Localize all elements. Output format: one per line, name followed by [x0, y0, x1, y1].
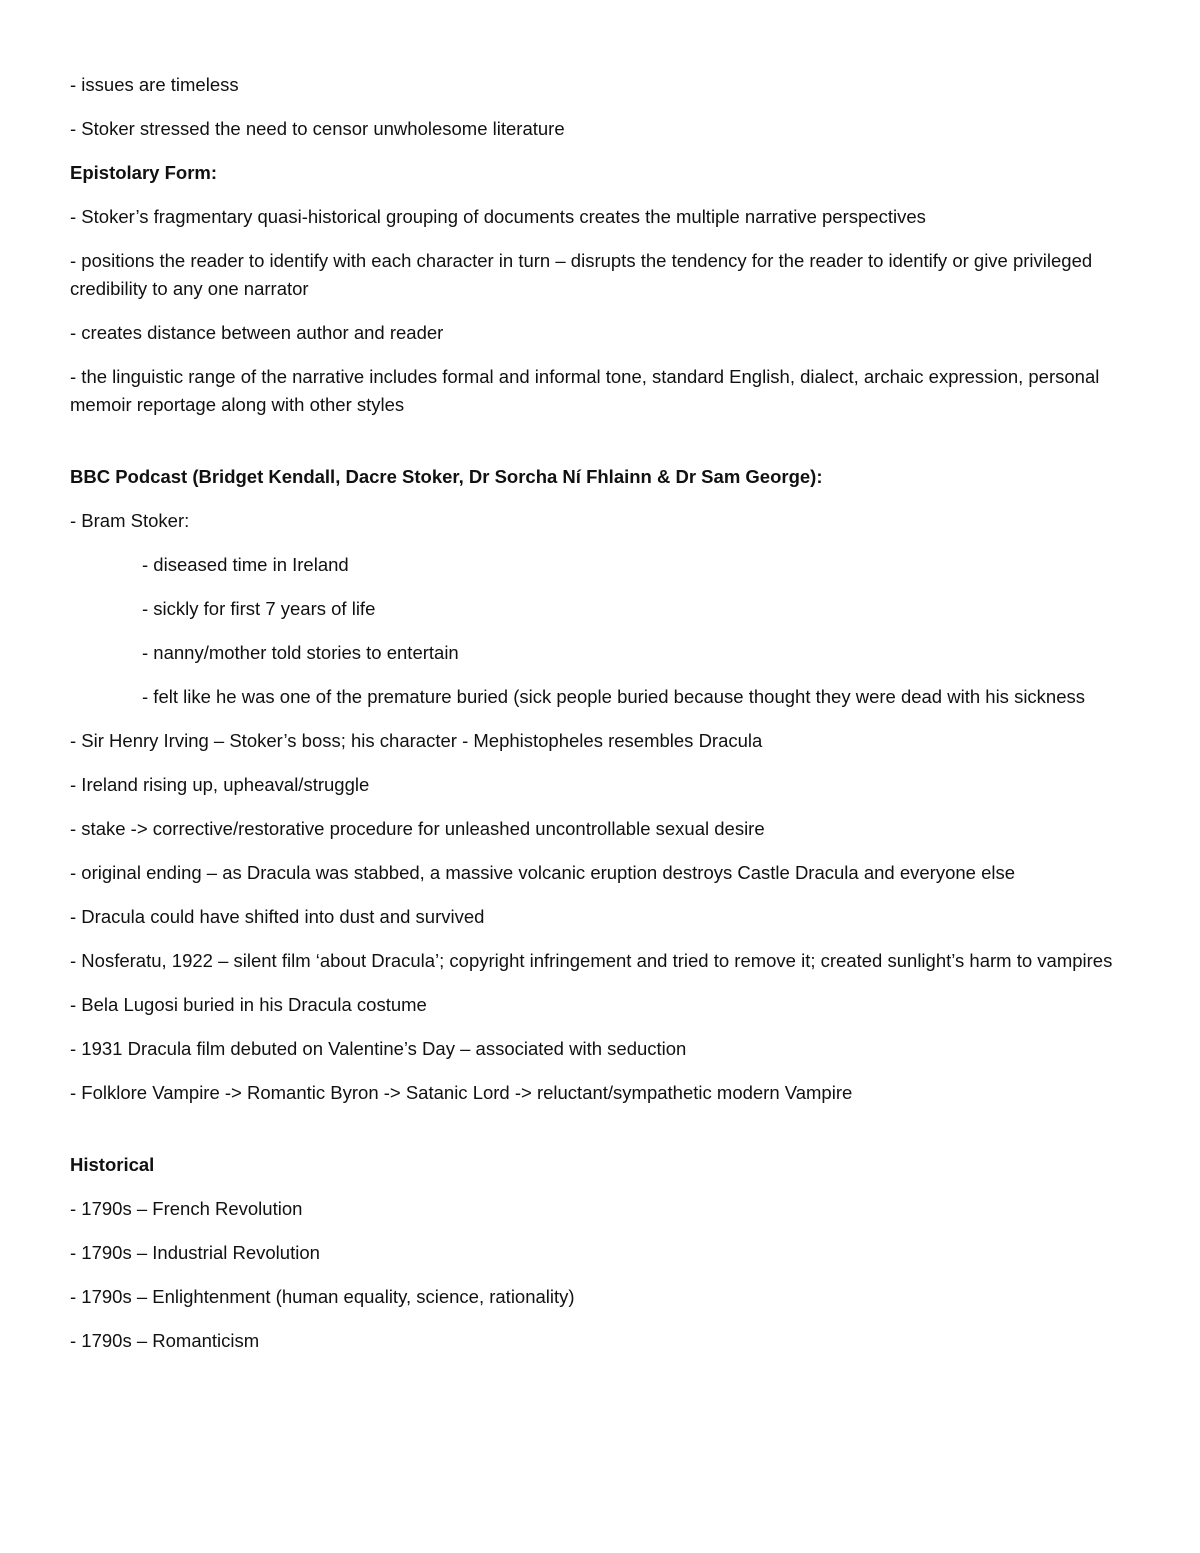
note-line: - positions the reader to identify with each character in turn – disrupts the tendency for the reader to identify or give privileged credibility to any one narrator — [70, 250, 1093, 299]
sub-note-line: - sickly for first 7 years of life — [142, 598, 376, 619]
note-line: - Nosferatu, 1922 – silent film ‘about Dracula’; copyright infringement and tried to remove it; created sunlight’s harm to vampires — [70, 950, 1113, 971]
sub-note-line: - diseased time in Ireland — [142, 554, 349, 575]
note-line: - stake -> corrective/restorative procedure for unleashed uncontrollable sexual desire — [70, 818, 765, 839]
note-line: - Bram Stoker: — [70, 510, 190, 531]
note-line: - the linguistic range of the narrative includes formal and informal tone, standard English, dialect, archaic expression, personal memoir reportage along with other styles — [70, 366, 1100, 415]
note-line: - Dracula could have shifted into dust and survived — [70, 906, 485, 927]
note-line: - original ending – as Dracula was stabbed, a massive volcanic eruption destroys Castle Dracula and everyone else — [70, 862, 1016, 883]
sub-note-line: - felt like he was one of the premature buried (sick people buried because thought they were dead with his sickness — [142, 686, 1086, 707]
sub-note-line: - nanny/mother told stories to entertain — [142, 642, 459, 663]
section-heading-podcast: BBC Podcast (Bridget Kendall, Dacre Stoker, Dr Sorcha Ní Fhlainn & Dr Sam George): — [70, 466, 823, 487]
section-heading-historical: Historical — [70, 1154, 155, 1175]
section-heading-epistolary: Epistolary Form: — [70, 162, 217, 183]
note-line: - 1790s – Enlightenment (human equality, science, rationality) — [70, 1286, 575, 1307]
note-line: - Stoker’s fragmentary quasi-historical grouping of documents creates the multiple narrative perspectives — [70, 206, 926, 227]
note-line: - issues are timeless — [70, 74, 239, 95]
note-line: - 1790s – French Revolution — [70, 1198, 303, 1219]
note-line: - 1790s – Industrial Revolution — [70, 1242, 320, 1263]
note-line: - 1931 Dracula film debuted on Valentine’s Day – associated with seduction — [70, 1038, 687, 1059]
note-line: - Bela Lugosi buried in his Dracula costume — [70, 994, 427, 1015]
note-line: - Stoker stressed the need to censor unwholesome literature — [70, 118, 565, 139]
note-line: - Sir Henry Irving – Stoker’s boss; his character - Mephistopheles resembles Dracula — [70, 730, 763, 751]
note-line: - Ireland rising up, upheaval/struggle — [70, 774, 370, 795]
note-line: - 1790s – Romanticism — [70, 1330, 260, 1351]
note-line: - Folklore Vampire -> Romantic Byron -> Satanic Lord -> reluctant/sympathetic modern Vampire — [70, 1082, 853, 1103]
note-line: - creates distance between author and reader — [70, 322, 444, 343]
